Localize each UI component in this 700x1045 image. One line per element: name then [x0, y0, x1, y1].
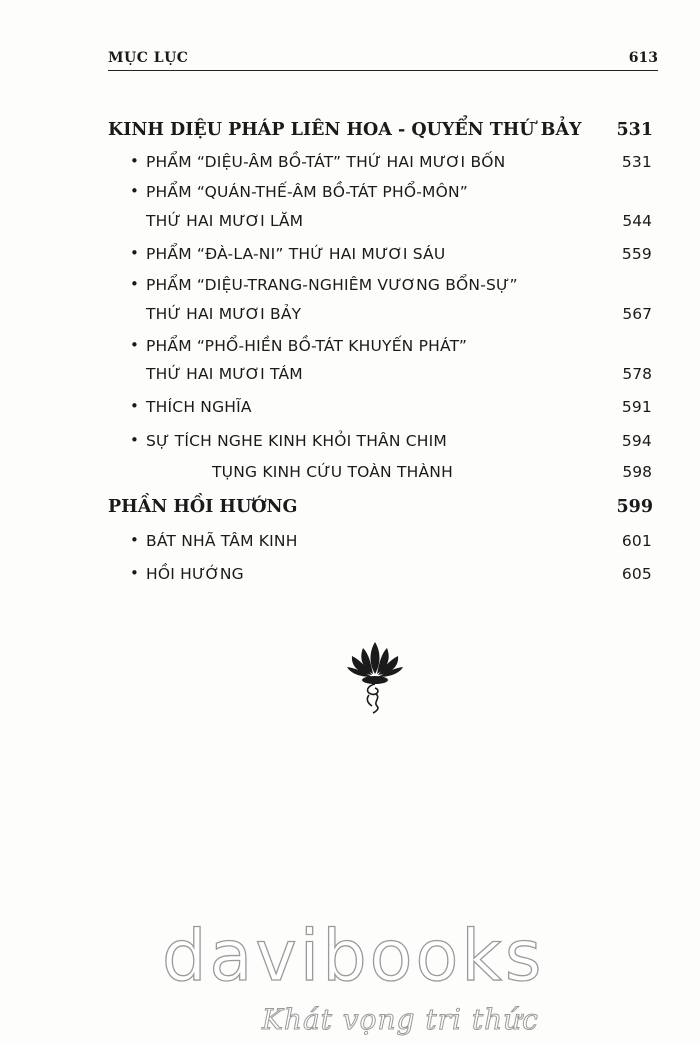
entry-title-continuation: THỨ HAI MƯƠI LĂM: [146, 212, 304, 230]
entry-title: HỒI HƯỚNG: [146, 565, 244, 583]
entry-title: SỰ TÍCH NGHE KINH KHỎI THÂN CHIM: [146, 432, 447, 450]
header-title: MỤC LỤC: [108, 50, 189, 66]
entry-title-continuation: THỨ HAI MƯƠI TÁM: [146, 365, 303, 383]
bullet-icon: •: [130, 336, 140, 354]
watermark-brand: davibooks: [162, 915, 545, 997]
section-title: PHẦN HỒI HƯỚNG: [108, 497, 298, 517]
watermark-tagline: Khát vọng tri thức: [262, 1003, 539, 1036]
entry-page: 605: [621, 565, 652, 583]
lotus-ornament-icon: [345, 640, 405, 715]
bullet-icon: •: [130, 531, 140, 549]
entry-page: 544: [622, 212, 652, 230]
entry-page: 559: [621, 245, 652, 263]
entry-page: 567: [622, 305, 652, 323]
entry-title-continuation: THỨ HAI MƯƠI BẢY: [146, 305, 302, 323]
section-title: KINH DIỆU PHÁP LIÊN HOA - QUYỂN THỨ BẢY: [108, 120, 582, 140]
entry-page: 578: [622, 365, 652, 383]
section-page: 599: [616, 497, 653, 517]
entry-title: PHẨM “DIỆU-TRANG-NGHIÊM VƯƠNG BỔN-SỰ”: [146, 276, 518, 294]
entry-title: PHẨM “PHỔ-HIỀN BỒ-TÁT KHUYẾN PHÁT”: [146, 337, 468, 355]
sub-entry-title: TỤNG KINH CỨU TOÀN THÀNH: [212, 463, 453, 481]
entry-title: PHẨM “DIỆU-ÂM BỒ-TÁT” THỨ HAI MƯƠI BỐN: [146, 153, 506, 171]
section-heading: [108, 120, 653, 140]
bullet-icon: •: [130, 152, 140, 170]
bullet-icon: •: [130, 564, 140, 582]
bullet-icon: •: [130, 244, 140, 262]
section-page: 531: [616, 120, 653, 140]
entry-page: 591: [621, 398, 652, 416]
entry-title: BÁT NHÃ TÂM KINH: [146, 532, 298, 550]
bullet-icon: •: [130, 182, 140, 200]
entry-title: THÍCH NGHĨA: [146, 398, 252, 416]
entry-page: 601: [621, 532, 652, 550]
section-heading: [108, 497, 653, 517]
page-header: [108, 48, 658, 71]
entry-title: PHẨM “QUÁN-THẾ-ÂM BỒ-TÁT PHỔ-MÔN”: [146, 183, 469, 201]
bullet-icon: •: [130, 397, 140, 415]
entry-page: 531: [621, 153, 652, 171]
bullet-icon: •: [130, 275, 140, 293]
entry-title: PHẨM “ĐÀ-LA-NI” THỨ HAI MƯƠI SÁU: [146, 245, 446, 263]
entry-page: 594: [621, 432, 652, 450]
sub-entry-page: 598: [622, 463, 652, 481]
bullet-icon: •: [130, 431, 140, 449]
header-page-number: 613: [628, 50, 658, 66]
